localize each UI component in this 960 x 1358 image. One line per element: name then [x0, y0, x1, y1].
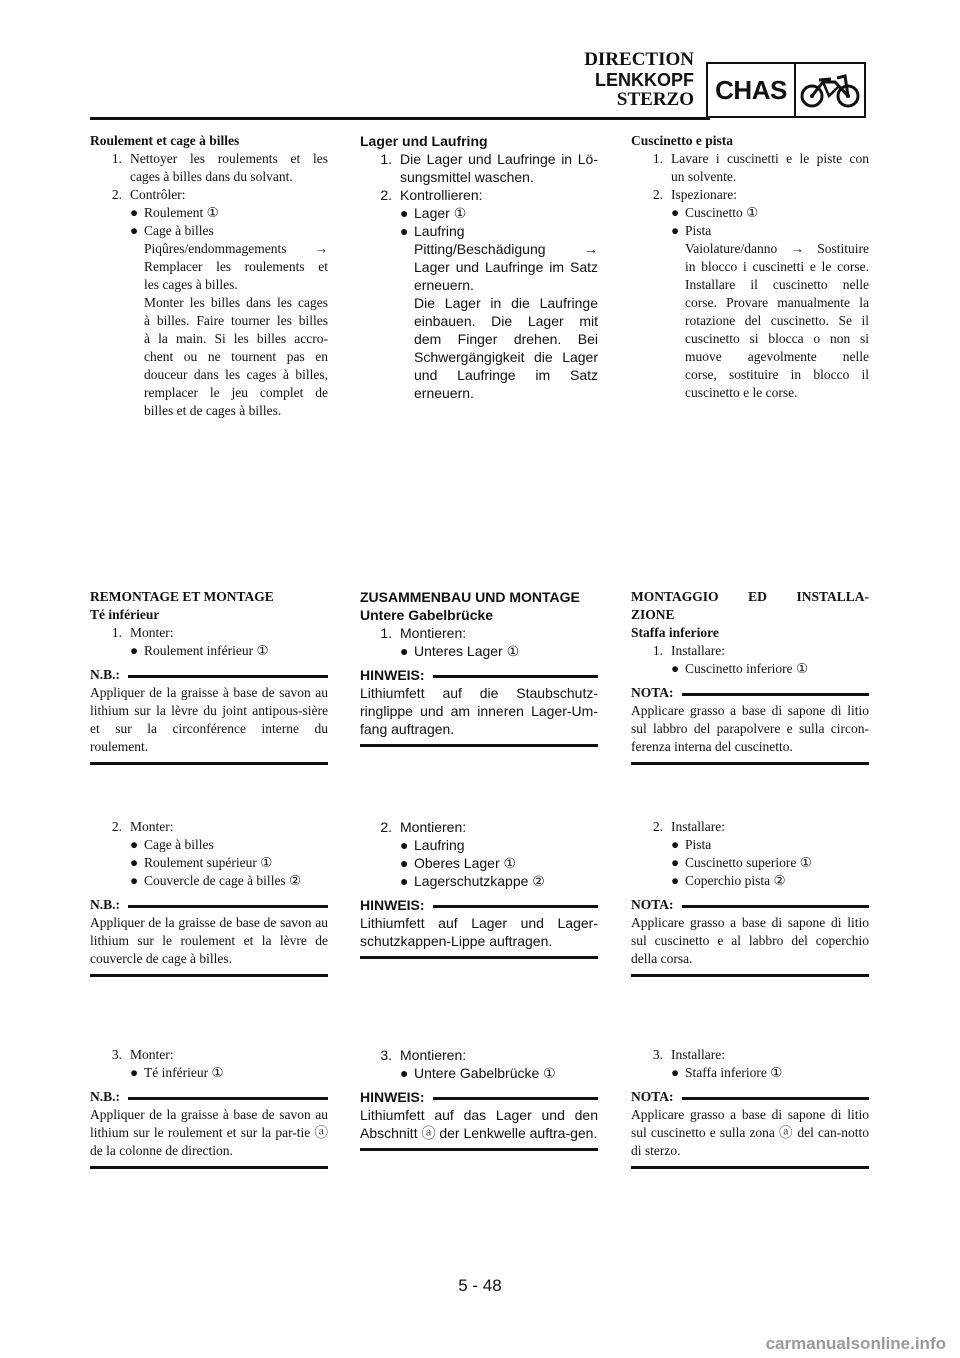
subheading: Untere Gabelbrücke: [360, 607, 494, 623]
step-3: 3. Installare:: [652, 1047, 725, 1062]
list-item: ● Cuscinetto inferiore ①: [671, 661, 809, 676]
step-3: 3. Monter:: [111, 1047, 174, 1062]
fr-upper-bearing-install: [90, 818, 328, 977]
step-1: 1. Die Lager und Laufringe in Lö- sungsmittel waschen.: [380, 151, 598, 185]
header-rule: [90, 117, 710, 120]
fr-lower-bracket-mount: [90, 1046, 328, 1169]
list-item: ● Lagerschutzkappe ②: [400, 873, 545, 889]
fr-bearing-race-inspection: [90, 132, 328, 420]
heading: REMONTAGE ET MONTAGE: [90, 589, 274, 604]
chapter-badge: [706, 62, 866, 118]
list-item: ● Untere Gabelbrücke ①: [400, 1065, 556, 1081]
heading: ZUSAMMENBAU UND MONTAGE: [360, 589, 580, 605]
heading: MONTAGGIO ED INSTALLA-: [631, 589, 869, 604]
note: HINWEIS: Lithiumfett auf Lager und Lager-schutzkappen-Lippe auftragen.: [360, 896, 598, 959]
step-3: 3. Montieren:: [380, 1047, 467, 1063]
it-lower-bracket-install: [631, 588, 869, 765]
list-item: ● Staffa inferiore ①: [671, 1065, 783, 1080]
list-item: ● Oberes Lager ①: [400, 855, 517, 871]
step-1: 1. Installare:: [652, 643, 725, 658]
list-item: ● Laufring: [400, 223, 465, 239]
step-2: 2. Contrôler:: [111, 187, 186, 202]
list-item: ● Cuscinetto superiore ①: [671, 855, 812, 870]
title-fr: DIRECTION: [584, 49, 694, 70]
list-item: ● Pista: [671, 837, 712, 852]
de-lower-bracket-install: [360, 588, 598, 747]
list-item: ● Té inférieur ①: [130, 1065, 224, 1080]
de-upper-bearing-install: [360, 818, 598, 959]
de-bearing-race-inspection: [360, 132, 598, 402]
list-item: ● Couvercle de cage à billes ②: [130, 873, 302, 888]
de-lower-bracket-mount: [360, 1046, 598, 1151]
step-1: 1. Montieren:: [380, 625, 467, 641]
list-item: ● Roulement supérieur ①: [130, 855, 273, 870]
list-item: ● Roulement inférieur ①: [130, 643, 269, 658]
note: NOTA: Applicare grasso a base di sapone di litio sul cuscinetto e sulla zona ⓐ del can-notto di sterzo.: [631, 1088, 869, 1169]
step-2: 2. Kontrollieren:: [380, 187, 483, 203]
note: HINWEIS: Lithiumfett auf das Lager und den Abschnitt ⓐ der Lenkwelle auftra-gen.: [360, 1088, 598, 1151]
heading: Lager und Laufring: [360, 133, 488, 149]
watermark: carmanualsonline.info: [765, 1334, 946, 1353]
note: N.B.: Appliquer de la graisse de base de savon au lithium sur le roulement et la lèvre de couvercle de cage à billes.: [90, 896, 328, 977]
heading: Cuscinetto e pista: [631, 133, 733, 148]
badge-label: CHAS: [708, 64, 796, 116]
it-lower-bracket-mount: [631, 1046, 869, 1169]
heading-cont: ZIONE: [631, 607, 675, 622]
paragraph: Vaiolature/danno → Sostituire in blocco i cuscinetti e le corse. Installare il cuscinetto nelle corse. Provare manualmente la rotazione del cuscinetto. Se il cuscinetto si blocca o non si muove agevolmente nelle corse, sostituire in blocco il cuscinetto e le corse.: [685, 241, 869, 400]
list-item: ● Lager ①: [400, 205, 467, 221]
list-item: ● Cuscinetto ①: [671, 205, 759, 220]
title-de: LENKKOPF: [595, 70, 694, 90]
step-1: 1. Monter:: [111, 625, 174, 640]
list-item: ● Unteres Lager ①: [400, 643, 520, 659]
note: NOTA: Applicare grasso a base di sapone di litio sul cuscinetto e al labbro del coperchio della corsa.: [631, 896, 869, 977]
step-2: 2. Ispezionare:: [652, 187, 737, 202]
list-item: ● Pista: [671, 223, 712, 238]
step-1: 1. Lavare i cuscinetti e le piste con un solvente.: [652, 151, 869, 184]
subheading: Té inférieur: [90, 607, 160, 622]
note: NOTA: Applicare grasso a base di sapone di litio sul labbro del parapolvere e sulla circon-ferenza interna del cuscinetto.: [631, 684, 869, 765]
paragraph: Piqûres/endommagements → Remplacer les roulements et les cages à billes. Monter les billes dans les cages à billes. Faire tourner les billes à la main. Si les billes accro- chent ou ne tournent pas en douceur dans les cages à billes, remplacer le jeu complet de billes et de cages à billes.: [144, 241, 328, 418]
list-item: ● Laufring: [400, 837, 465, 853]
motorcycle-icon: [796, 64, 864, 116]
step-2: 2. Montieren:: [380, 819, 467, 835]
section-title: [584, 50, 694, 110]
fr-lower-bracket-install: [90, 588, 328, 765]
list-item: ● Roulement ①: [130, 205, 219, 220]
note: N.B.: Appliquer de la graisse à base de savon au lithium sur la lèvre du joint antipous-sière et sur la circonférence interne du roulement.: [90, 666, 328, 765]
step-1: 1. Nettoyer les roulements et les cages à billes dans du solvant.: [111, 151, 328, 184]
step-2: 2. Installare:: [652, 819, 725, 834]
subheading: Staffa inferiore: [631, 625, 719, 640]
note: N.B.: Appliquer de la graisse à base de savon au lithium sur le roulement et sur la par-tie ⓐ de la colonne de direction.: [90, 1088, 328, 1169]
note: HINWEIS: Lithiumfett auf die Staubschutz-ringlippe und am inneren Lager-Um-fang auftragen.: [360, 666, 598, 747]
step-2: 2. Monter:: [111, 819, 174, 834]
heading: Roulement et cage à billes: [90, 133, 240, 148]
list-item: ● Cage à billes: [130, 223, 214, 238]
list-item: ● Cage à billes: [130, 837, 214, 852]
page-number: 5 - 48: [458, 1276, 502, 1295]
list-item: ● Coperchio pista ②: [671, 873, 786, 888]
it-upper-bearing-install: [631, 818, 869, 977]
it-bearing-race-inspection: [631, 132, 869, 402]
paragraph: Pitting/Beschädigung → Lager und Laufringe im Satz erneuern. Die Lager in die Laufringe einbauen. Die Lager mit dem Finger drehen. Bei Schwergängigkeit die Lager und Laufringe im Satz erneuern.: [414, 241, 598, 401]
title-it: STERZO: [616, 89, 694, 110]
